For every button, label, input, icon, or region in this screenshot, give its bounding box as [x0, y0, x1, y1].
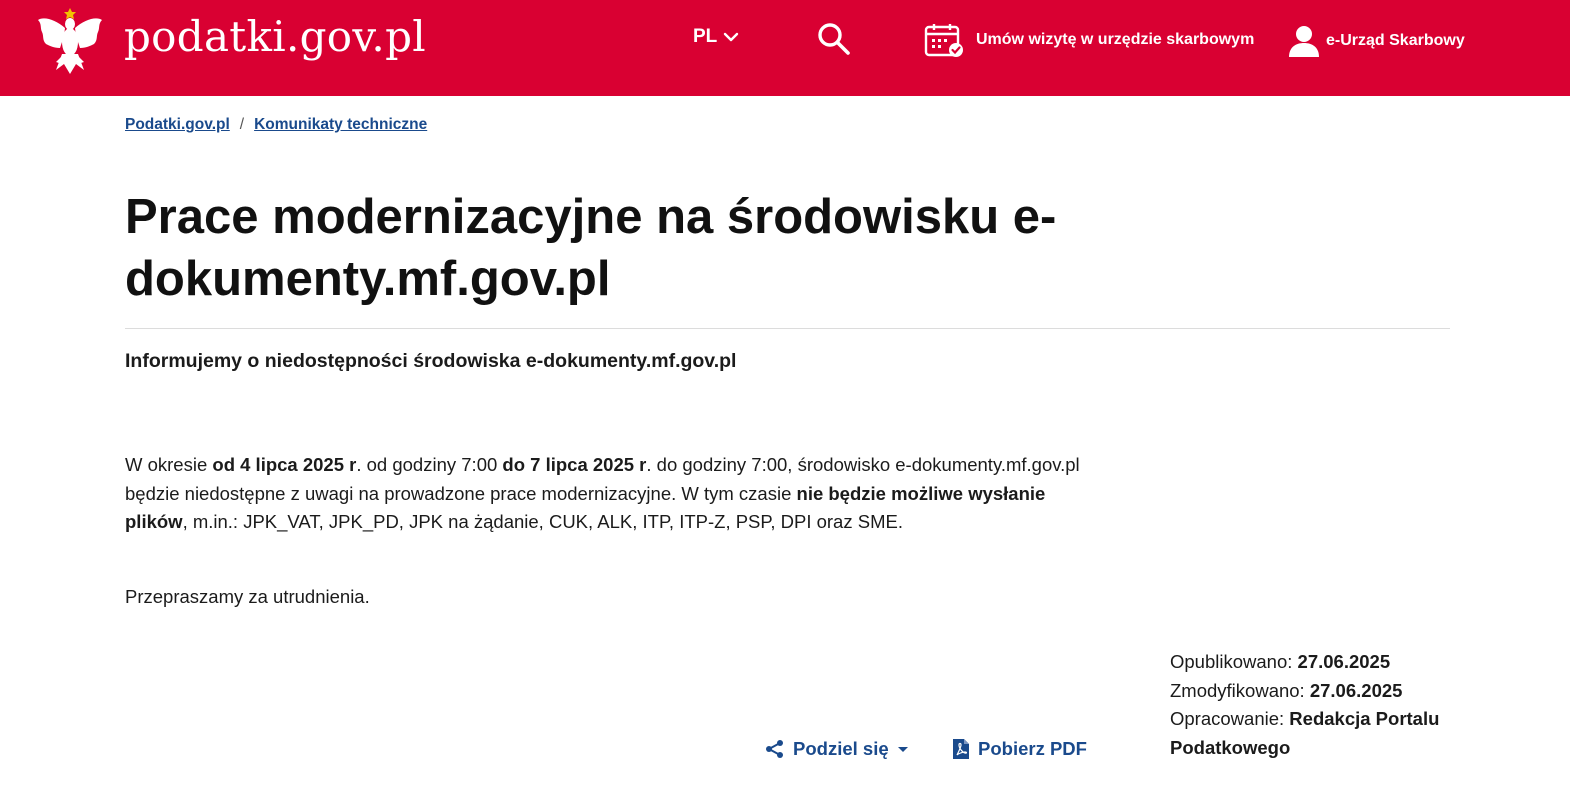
author-name: Redakcja Portalu Podatkowego: [1170, 708, 1440, 758]
text-segment: , m.in.: JPK_VAT, JPK_PD, JPK na żądanie, CUK, ALK, ITP, ITP-Z, PSP, DPI oraz SME.: [182, 511, 903, 533]
published-row: [1170, 648, 1470, 677]
download-pdf-button[interactable]: [952, 736, 1087, 762]
article-meta: [1170, 648, 1470, 762]
published-date: 27.06.2025: [1297, 651, 1391, 672]
title-divider: [125, 328, 1450, 329]
breadcrumb-section-link[interactable]: Komunikaty techniczne: [254, 116, 428, 133]
eagle-emblem-icon[interactable]: [36, 6, 104, 78]
modified-row: [1170, 677, 1470, 706]
modified-date: 27.06.2025: [1309, 679, 1403, 701]
breadcrumb-home-link[interactable]: Podatki.gov.pl: [125, 116, 230, 133]
share-label: Podziel się: [793, 738, 889, 759]
search-icon[interactable]: [817, 22, 851, 56]
pdf-file-icon: [952, 738, 970, 760]
bold-start-date: od 4 lipca 2025 r: [212, 454, 357, 475]
bold-end-date: do 7 lipca 2025 r: [502, 454, 647, 475]
breadcrumb-separator: /: [239, 116, 245, 133]
chevron-down-icon: [723, 29, 739, 45]
language-label: PL: [693, 26, 718, 47]
book-visit-link[interactable]: [924, 22, 1254, 58]
published-label: Opublikowano:: [1170, 651, 1298, 672]
share-icon: [765, 739, 785, 759]
author-row: [1170, 705, 1470, 762]
share-button[interactable]: [765, 736, 909, 762]
text-segment: . do godziny 7:00, środowisko e-dokumenty.mf.gov.pl będzie niedostępne z uwagi na prowadzone prace modernizacyjne. W tym czasie: [125, 454, 1080, 504]
article-paragraph: [125, 451, 1080, 537]
download-pdf-label: Pobierz PDF: [978, 738, 1087, 759]
user-icon: [1288, 24, 1320, 58]
language-selector[interactable]: [693, 24, 739, 50]
e-urzad-skarbowy-label: e-Urząd Skarbowy: [1326, 32, 1465, 49]
breadcrumb: [125, 116, 427, 134]
text-segment: W okresie: [125, 454, 213, 475]
e-urzad-skarbowy-link[interactable]: [1288, 24, 1465, 58]
bold-no-upload: nie będzie możliwe wysłanie plików: [125, 482, 1046, 533]
site-header: [0, 0, 1570, 96]
author-label: Opracowanie:: [1170, 708, 1290, 730]
book-visit-label: Umów wizytę w urzędzie skarbowym: [976, 31, 1255, 48]
apology-paragraph: Przepraszamy za utrudnienia.: [125, 586, 370, 607]
article-lead: Informujemy o niedostępności środowiska e-dokumenty.mf.gov.pl: [125, 350, 737, 372]
calendar-check-icon: [924, 22, 964, 58]
page-title: Prace modernizacyjne na środowisku e-dokumenty.mf.gov.pl: [125, 190, 1057, 306]
caret-down-icon: [897, 743, 909, 755]
text-segment: . od godziny 7:00: [356, 454, 503, 475]
modified-label: Zmodyfikowano:: [1170, 679, 1310, 701]
site-name[interactable]: podatki.gov.pl: [124, 12, 426, 61]
